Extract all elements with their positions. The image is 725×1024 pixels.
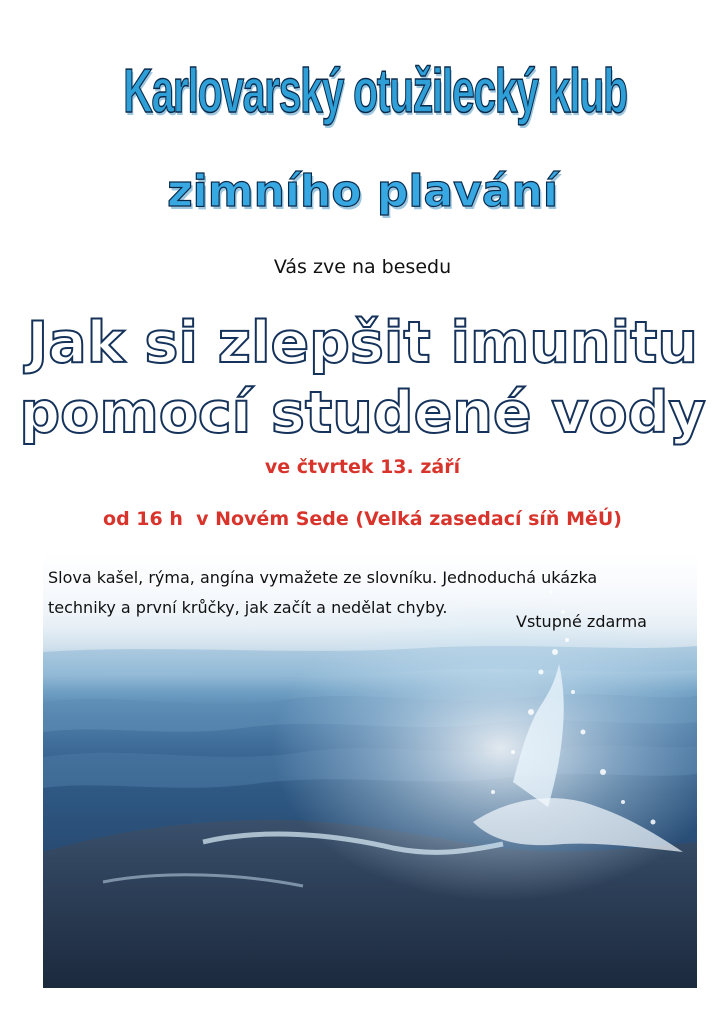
description-line-1: Slova kašel, rýma, angína vymažete ze slovníku. Jednoduchá ukázka [48,568,598,587]
invitation-text: Vás zve na besedu [273,256,452,278]
entry-fee-note: Vstupné zdarma [516,612,647,631]
lecture-title-line-1: Jak si zlepšit imunitu [27,310,698,376]
club-subtitle-heading: zimního plavání [167,166,558,217]
lecture-title-line-2: pomocí studené vody [19,380,706,446]
club-name-heading: Karlovarský otužilecký klub [123,57,627,126]
description-line-2: techniky a první krůčky, jak začít a nedělat chyby. [48,598,448,617]
event-date: ve čtvrtek 13. září [264,456,461,478]
event-time-place: od 16 h v Novém Sede (Velká zasedací síň MěÚ) [103,508,622,530]
